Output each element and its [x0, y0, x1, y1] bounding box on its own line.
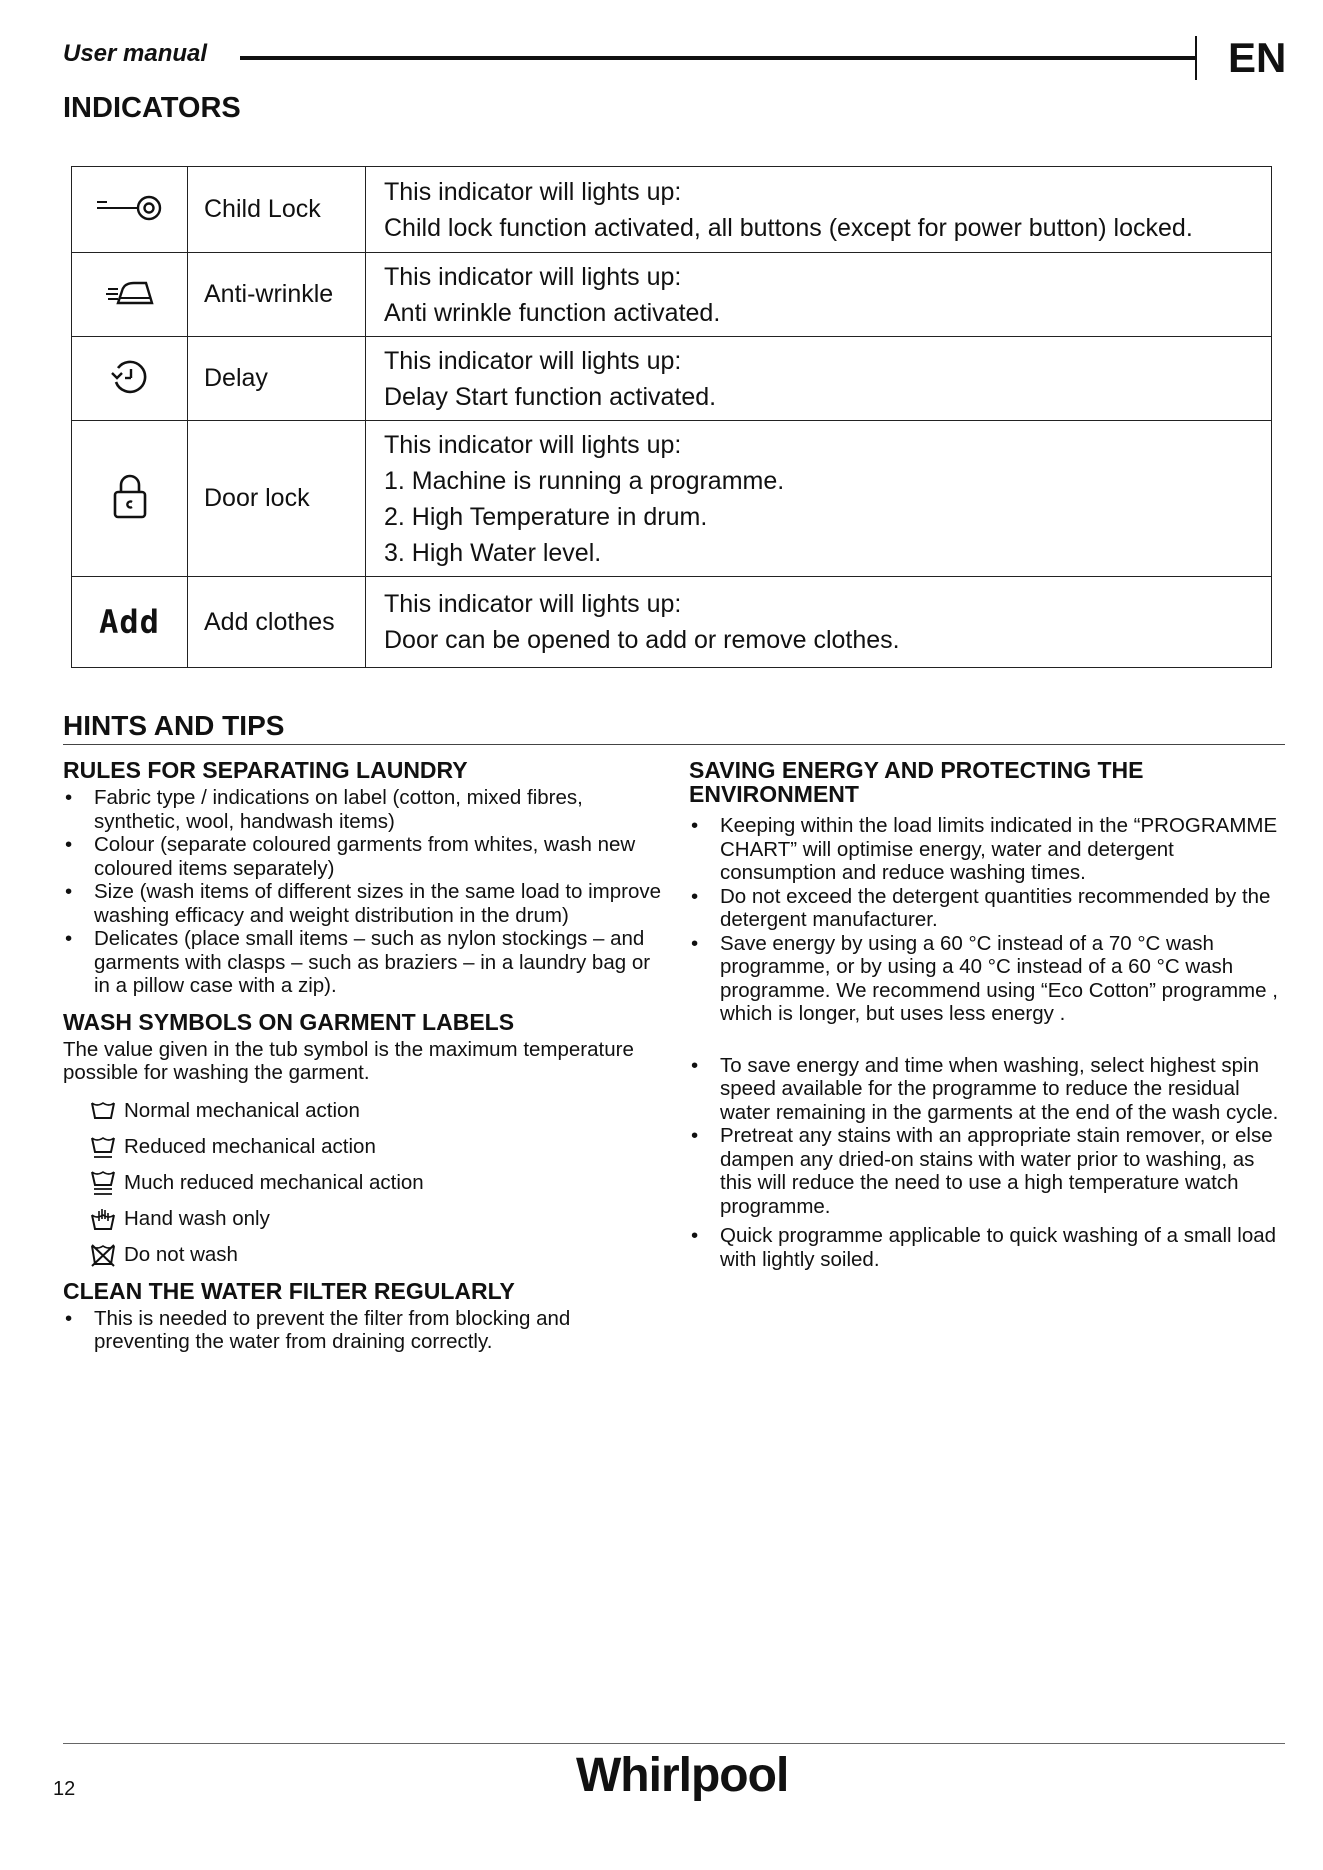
- hand-wash-icon: [90, 1206, 116, 1232]
- indicator-description: This indicator will lights up: Child lock function activated, all buttons (except for power button) locked.: [366, 167, 1272, 253]
- wash-symbols-intro: The value given in the tub symbol is the maximum temperature possible for washing the garment.: [63, 1037, 634, 1084]
- hints-left-column: [63, 758, 663, 1354]
- indicator-description: This indicator will lights up: Door can be opened to add or remove clothes.: [366, 577, 1272, 668]
- indicator-description: This indicator will lights up: Delay Start function activated.: [366, 337, 1272, 421]
- saving-list-continued: [689, 1054, 1289, 1272]
- list-item: • Colour (separate coloured garments from whites, wash new coloured items separately): [65, 833, 636, 880]
- indicators-heading: INDICATORS: [63, 92, 241, 124]
- indicator-row-child-lock: [72, 167, 1272, 253]
- hints-right-column: [689, 758, 1289, 1271]
- list-item: • Fabric type / indications on label (cotton, mixed fibres, synthetic, wool, handwash items): [65, 786, 583, 833]
- delay-icon: [108, 383, 152, 400]
- saving-list: [689, 814, 1289, 1026]
- document-title: User manual: [63, 40, 208, 67]
- list-item: • Keeping within the load limits indicated in the “PROGRAMME CHART” will optimise energy, water and detergent consumption and reduce washing times.: [691, 814, 1278, 884]
- indicator-row-delay: [72, 337, 1272, 421]
- language-code: EN: [1228, 34, 1287, 81]
- hints-heading: HINTS AND TIPS: [63, 710, 285, 741]
- indicators-table: [71, 166, 1272, 668]
- page-number: 12: [53, 1778, 76, 1800]
- tub-reduced-icon: [90, 1134, 116, 1160]
- header-rule: [240, 56, 1195, 60]
- water-filter-title: CLEAN THE WATER FILTER REGULARLY: [63, 1277, 515, 1304]
- saving-title: SAVING ENERGY AND PROTECTING THE ENVIRONMENT: [689, 757, 1144, 807]
- list-item: Do not wash: [90, 1237, 663, 1273]
- indicator-name: Child Lock: [188, 167, 366, 253]
- list-item: • Size (wash items of different sizes in the same load to improve washing efficacy and weight distribution in the drum): [65, 880, 662, 927]
- list-item: • To save energy and time when washing, select highest spin speed available for the programme to reduce the residual water remaining in the garments at the end of the wash cycle.: [691, 1053, 1279, 1124]
- wash-symbols-list: [90, 1093, 663, 1273]
- do-not-wash-icon: [90, 1242, 116, 1268]
- indicator-name: Delay: [188, 337, 366, 421]
- footer-rule: [63, 1743, 1285, 1744]
- list-item: Much reduced mechanical action: [90, 1165, 663, 1201]
- list-item: • Pretreat any stains with an appropriate stain remover, or else dampen any dried-on stains with water prior to washing, as this will reduce the need to use a high temperature watch programme.: [691, 1124, 1273, 1218]
- indicator-row-add-clothes: [72, 577, 1272, 668]
- hints-rule: [63, 744, 1285, 745]
- separating-list: [63, 786, 663, 998]
- list-item: • Do not exceed the detergent quantities recommended by the detergent manufacturer.: [691, 884, 1271, 931]
- list-item: Hand wash only: [90, 1201, 663, 1237]
- anti-wrinkle-icon: [102, 296, 158, 313]
- brand-logo: Whirlpool: [576, 1749, 789, 1802]
- indicator-name: Add clothes: [188, 577, 366, 668]
- indicator-name: Anti-wrinkle: [188, 253, 366, 337]
- list-item: • This is needed to prevent the filter from blocking and preventing the water from draining correctly.: [65, 1306, 571, 1353]
- separating-title: RULES FOR SEPARATING LAUNDRY: [63, 757, 468, 783]
- door-lock-icon: [110, 508, 150, 525]
- add-clothes-icon: Add: [99, 603, 160, 641]
- list-item: Normal mechanical action: [90, 1093, 663, 1129]
- indicator-name: Door lock: [188, 421, 366, 577]
- indicator-row-door-lock: [72, 421, 1272, 577]
- list-item: • Delicates (place small items – such as nylon stockings – and garments with clasps – such as braziers – in a laundry bag or in a pillow case with a zip).: [65, 927, 651, 997]
- indicator-row-anti-wrinkle: [72, 253, 1272, 337]
- tub-normal-icon: [90, 1098, 116, 1124]
- child-lock-icon: [95, 209, 165, 226]
- list-item: • Save energy by using a 60 °C instead of a 70 °C wash programme, or by using a 40 °C instead of a 60 °C wash programme. We recommend using “Eco Cotton” programme , which is longer, but uses less energy .: [691, 931, 1278, 1025]
- tub-much-reduced-icon: [90, 1170, 116, 1196]
- list-item: Reduced mechanical action: [90, 1129, 663, 1165]
- indicator-description: This indicator will lights up: 1. Machine is running a programme. 2. High Temperature in drum. 3. High Water level.: [366, 421, 1272, 577]
- indicator-description: This indicator will lights up: Anti wrinkle function activated.: [366, 253, 1272, 337]
- water-filter-list: [63, 1307, 663, 1354]
- wash-symbols-title: WASH SYMBOLS ON GARMENT LABELS: [63, 1008, 515, 1035]
- list-item: • Quick programme applicable to quick washing of a small load with lightly soiled.: [691, 1224, 1277, 1271]
- header-rule-end: [1195, 36, 1197, 80]
